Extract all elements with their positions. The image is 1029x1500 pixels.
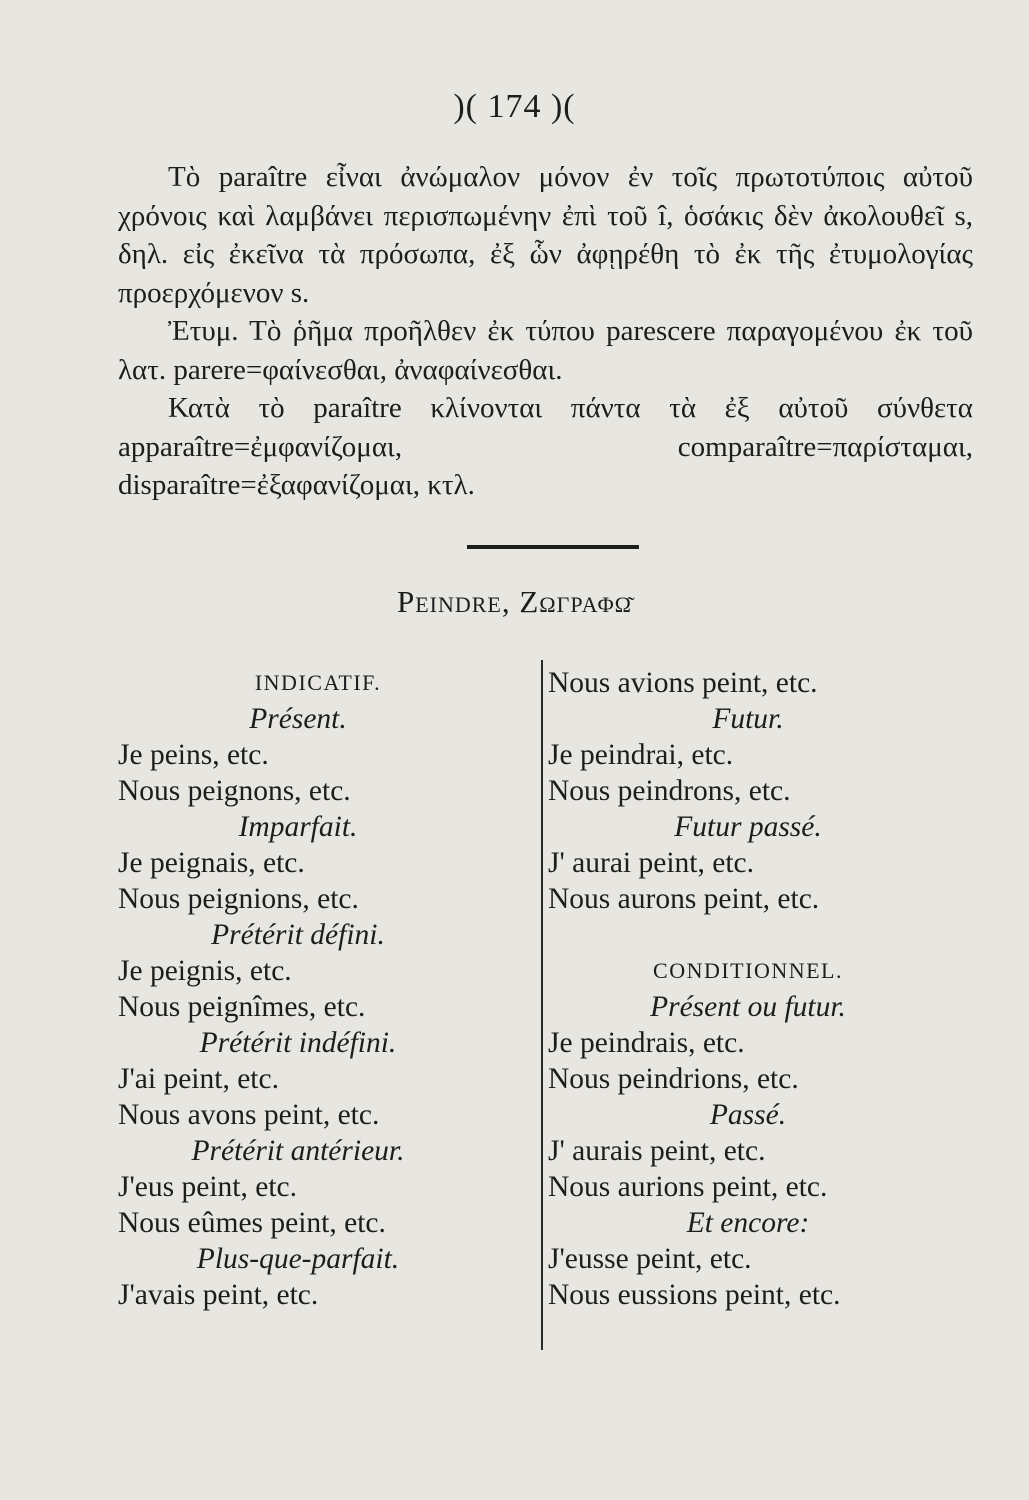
tense-heading: Prétérit antérieur.: [191, 1135, 405, 1167]
verb-form: Nous eûmes peint, etc.: [118, 1207, 386, 1239]
tense-heading: Présent ou futur.: [650, 991, 846, 1023]
tense-heading: Prétérit défini.: [211, 919, 385, 951]
verb-form: Nous aurions peint, etc.: [548, 1171, 828, 1203]
verb-form: Nous peignions, etc.: [118, 883, 359, 915]
verb-form: J'avais peint, etc.: [118, 1279, 319, 1311]
verb-form: Nous avions peint, etc.: [548, 667, 818, 699]
intro-paragraph-2: Ἐτυμ. Τὸ ῥῆμα προῆλθεν ἐκ τύπου parescere παραγομένου ἐκ τοῦ λατ. parere=φαίνεσθαι, ἀναφαίνεσθαι.: [118, 315, 973, 386]
column-divider: [541, 660, 543, 1350]
verb-form: Je peindrai, etc.: [548, 739, 734, 771]
verb-form: Je peignais, etc.: [118, 847, 305, 879]
verb-form: Nous peindrons, etc.: [548, 775, 791, 807]
tense-heading: Passé.: [709, 1099, 787, 1131]
verb-form: Je peindrais, etc.: [548, 1027, 745, 1059]
mood-heading-conditionnel: CONDITIONNEL.: [653, 958, 843, 983]
tense-heading: Et encore:: [686, 1207, 810, 1239]
verb-form: J'eus peint, etc.: [118, 1171, 297, 1203]
verb-form: Nous eussions peint, etc.: [548, 1279, 841, 1311]
mood-heading-indicatif: INDICATIF.: [254, 670, 382, 695]
verb-form: J'eusse peint, etc.: [548, 1243, 752, 1275]
section-rule: [467, 545, 639, 549]
tense-heading: Présent.: [249, 703, 347, 735]
verb-form: J'ai peint, etc.: [118, 1063, 279, 1095]
verb-title: Peindre, Ζωγραφῶ: [396, 584, 633, 619]
verb-form: Nous aurons peint, etc.: [548, 883, 820, 915]
page-number: )( 174 )(: [453, 88, 576, 125]
tense-heading: Prétérit indéfini.: [199, 1027, 397, 1059]
tense-heading: Imparfait.: [238, 811, 358, 843]
verb-form: J' aurai peint, etc.: [548, 847, 754, 879]
tense-heading: Futur passé.: [674, 811, 822, 843]
conjugation-left-column: [118, 665, 478, 1313]
verb-form: J' aurais peint, etc.: [548, 1135, 766, 1167]
spacer: [548, 917, 948, 953]
intro-paragraph-1: Τὸ paraître εἶναι ἀνώμαλον μόνον ἐν τοῖς πρωτοτύποις αὐτοῦ χρόνοις καὶ λαμβάνει περισπωμένην ἐπὶ τοῦ î, ὁσάκις δὲν ἀκολουθεῖ s, δηλ. εἰς ἐκεῖνα τὰ πρόσωπα, ἐξ ὧν ἀφῃρέθη τὸ ἐκ τῆς ἐτυμολογίας προερχόμενον s.: [118, 161, 973, 309]
intro-paragraph-3: Κατὰ τὸ paraître κλίνονται πάντα τὰ ἐξ αὐτοῦ σύνθετα apparaître=ἐμφανίζομαι, comparaître=παρίσταμαι, disparaître=ἐξαφανίζομαι, κτλ.: [118, 392, 973, 501]
conjugation-right-column: [548, 665, 948, 1313]
verb-form: Nous peignîmes, etc.: [118, 991, 366, 1023]
verb-form: Nous peignons, etc.: [118, 775, 351, 807]
tense-heading: Plus-que-parfait.: [196, 1243, 400, 1275]
verb-form: Nous peindrions, etc.: [548, 1063, 799, 1095]
verb-form: Je peins, etc.: [118, 739, 269, 771]
intro-text: [118, 158, 973, 505]
tense-heading: Futur.: [712, 703, 784, 735]
verb-form: Je peignis, etc.: [118, 955, 292, 987]
verb-form: Nous avons peint, etc.: [118, 1099, 380, 1131]
